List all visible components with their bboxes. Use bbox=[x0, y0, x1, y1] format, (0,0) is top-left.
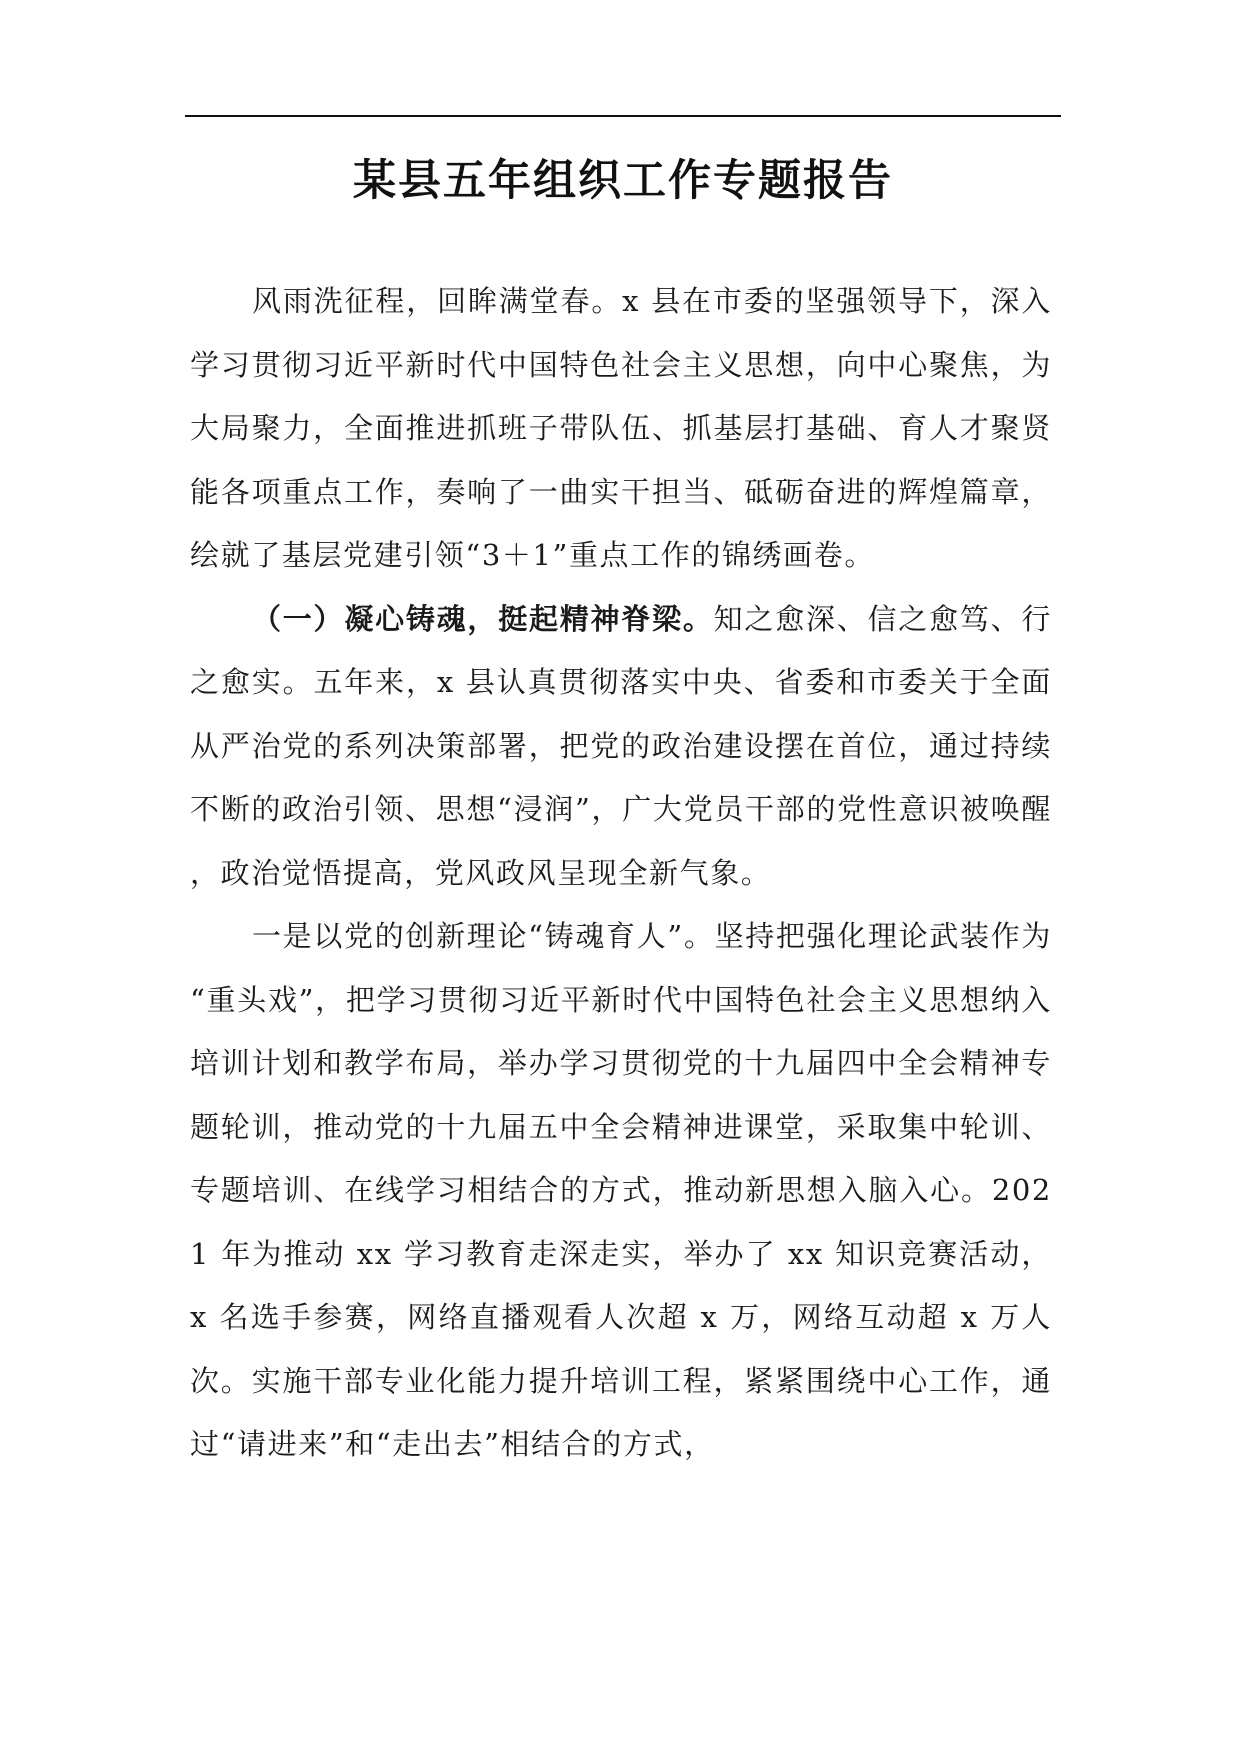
paragraph-intro bbox=[190, 270, 1052, 588]
document-title: 某县五年组织工作专题报告 bbox=[353, 156, 893, 206]
document-body bbox=[190, 270, 1052, 1477]
section-heading: （一）凝心铸魂，挺起精神脊梁。 bbox=[252, 601, 714, 636]
paragraph-point-1 bbox=[190, 905, 1052, 1477]
paragraph-text: 风雨洗征程，回眸满堂春。x 县在市委的坚强领导下，深入学习贯彻习近平新时代中国特色社会主义思想，向中心聚焦，为大局聚力，全面推进抓班子带队伍、抓基层打基础、育人才聚贤能各项重点工作，奏响了一曲实干担当、砥砺奋进的辉煌篇章，绘就了基层党建引领“3＋1”重点工作的锦绣画卷。 bbox=[190, 284, 1052, 572]
paragraph-section-1 bbox=[190, 588, 1052, 906]
header-rule bbox=[185, 115, 1061, 117]
paragraph-text: 一是以党的创新理论“铸魂育人”。坚持把强化理论武装作为“重头戏”，把学习贯彻习近平新时代中国特色社会主义思想纳入培训计划和教学布局，举办学习贯彻党的十九届四中全会精神专题轮训，推动党的十九届五中全会精神进课堂，采取集中轮训、专题培训、在线学习相结合的方式，推动新思想入脑入心。2021 年为推动 xx 学习教育走深走实，举办了 xx 知识竞赛活动，x 名选手参赛，网络直播观看人次超 x 万，网络互动超 x 万人次。实施干部专业化能力提升培训工程，紧紧围绕中心工作，通过“请进来”和“走出去”相结合的方式， bbox=[190, 919, 1052, 1461]
paragraph-text: 知之愈深、信之愈笃、行之愈实。五年来，x 县认真贯彻落实中央、省委和市委关于全面从严治党的系列决策部署，把党的政治建设摆在首位，通过持续不断的政治引领、思想“浸润”，广大党员干部的党性意识被唤醒，政治觉悟提高，党风政风呈现全新气象。 bbox=[190, 601, 1052, 890]
